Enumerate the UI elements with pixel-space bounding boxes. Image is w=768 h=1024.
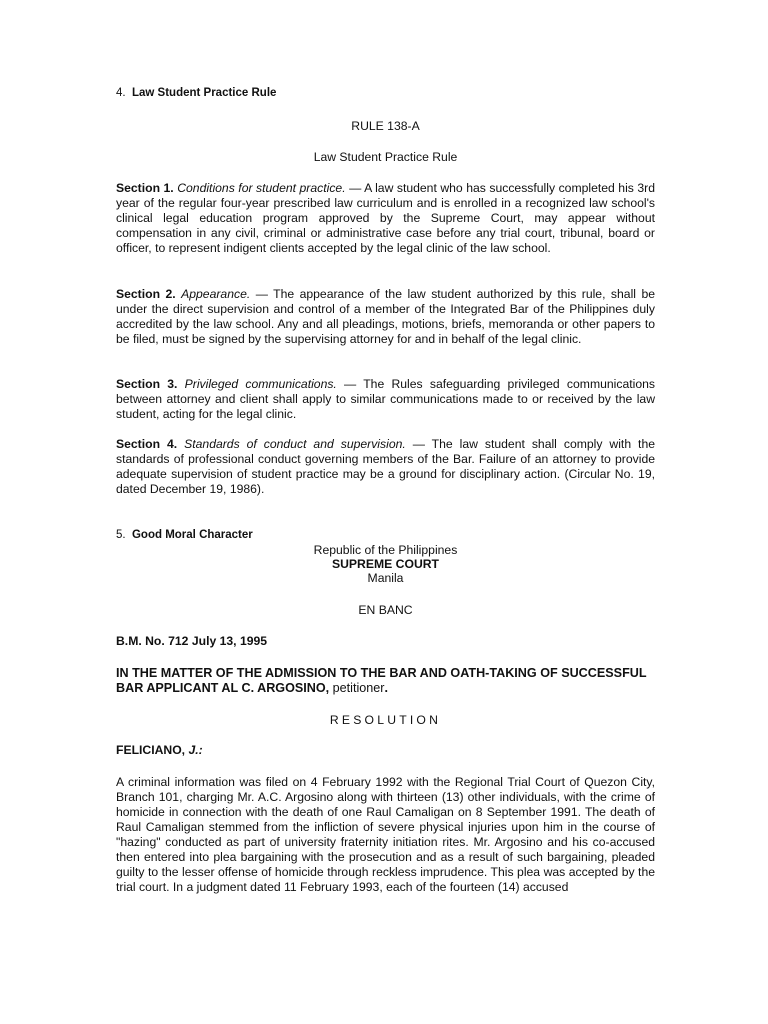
section-3-title: Privileged communications. — [184, 377, 337, 391]
resolution-heading: RESOLUTION — [329, 713, 442, 727]
ponente-title: J.: — [188, 743, 203, 757]
en-banc: EN BANC — [358, 603, 413, 617]
section-3-label: Section 3. — [116, 377, 178, 391]
heading-5-number: 5. — [116, 529, 126, 541]
heading-4-title: Law Student Practice Rule — [131, 87, 277, 99]
section-4-label: Section 4. — [116, 437, 178, 451]
section-2 — [116, 287, 655, 347]
case-matter — [116, 666, 655, 696]
heading-4-number: 4. — [116, 87, 126, 99]
heading-5-title: Good Moral Character — [131, 529, 253, 541]
petitioner-label: petitioner — [329, 681, 385, 695]
heading-4 — [116, 86, 655, 101]
court-city: Manila — [367, 571, 404, 585]
rule-number: RULE 138-A — [351, 119, 420, 133]
section-4-text: — The law student shall comply with the standards of professional conduct governing members of the Bar. Failure of an attorney to provide adequate supervision of student practice may be a ground for disciplinary action. (Circular No. 19, dated December 19, 1986). — [116, 437, 655, 496]
section-1-text: — A law student who has successfully completed his 3rd year of the regular four-year prescribed law curriculum and is enrolled in a recognized law school's clinical legal education program approved by the Supreme Court, may appear without compensation in any civil, criminal or administrative case before any trial court, tribunal, board or officer, to represent indigent clients accepted by the legal clinic of the law school. — [116, 181, 656, 255]
section-3 — [116, 377, 655, 422]
ponente-name: FELICIANO, — [116, 743, 186, 757]
rule-title: Law Student Practice Rule — [313, 150, 458, 164]
republic-line: Republic of the Philippines — [313, 543, 458, 557]
ponente — [116, 743, 655, 758]
petitioner-period: . — [384, 681, 388, 695]
section-1-title: Conditions for student practice. — [177, 181, 346, 195]
section-4 — [116, 437, 655, 497]
section-2-label: Section 2. — [116, 287, 176, 301]
section-1-label: Section 1. — [116, 181, 174, 195]
case-number: B.M. No. 712 July 13, 1995 — [116, 634, 268, 648]
section-4-title: Standards of conduct and supervision. — [184, 437, 406, 451]
heading-5 — [116, 528, 655, 543]
section-3-text: — The Rules safeguarding privileged communications between attorney and client shall apply to similar communications made to or received by the law student, acting for the legal clinic. — [116, 377, 655, 421]
court-name: SUPREME COURT — [332, 557, 439, 571]
section-2-title: Appearance. — [181, 287, 251, 301]
section-2-text: — The appearance of the law student authorized by this rule, shall be under the direct supervision and control of a member of the Integrated Bar of the Philippines duly accredited by the law school. Any and all pleadings, motions, briefs, memoranda or other papers to be filed, must be signed by the supervising attorney for and in behalf of the legal clinic. — [116, 287, 656, 346]
section-1 — [116, 181, 655, 256]
case-matter-title: IN THE MATTER OF THE ADMISSION TO THE BAR AND OATH-TAKING OF SUCCESSFUL BAR APPLICANT AL C. ARGOSINO, — [116, 666, 647, 695]
body-paragraph: A criminal information was filed on 4 February 1992 with the Regional Trial Court of Quezon City, Branch 101, charging Mr. A.C. Argosino along with thirteen (13) other individuals, with the crime of homicide in connection with the death of one Raul Camaligan on 8 September 1991. The death of Raul Camaligan stemmed from the infliction of severe physical injuries upon him in the course of "hazing" conducted as part of university fraternity initiation rites. Mr. Argosino and his co-accused then entered into plea bargaining with the prosecution and as a result of such bargaining, pleaded guilty to the lesser offense of homicide through reckless imprudence. This plea was accepted by the trial court. In a judgment dated 11 February 1993, each of the fourteen (14) accused — [116, 775, 655, 894]
